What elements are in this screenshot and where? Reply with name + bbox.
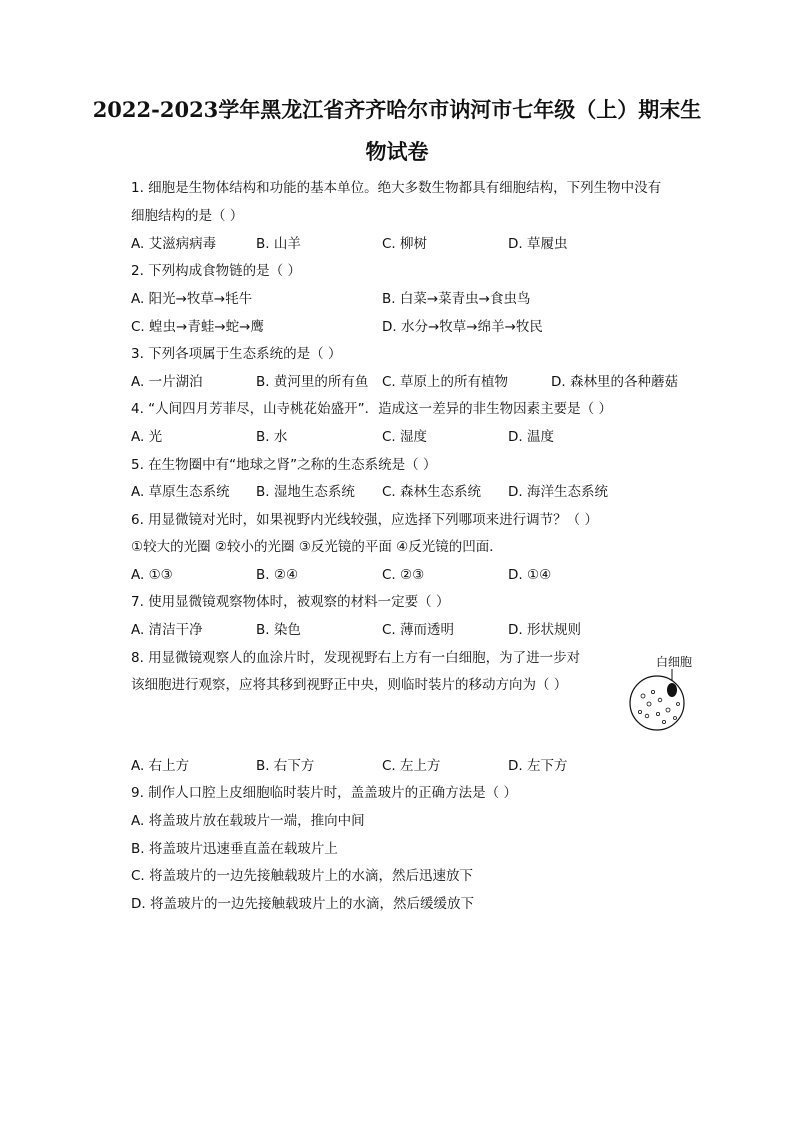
question-7-option-a: A. 清洁干净 <box>131 622 203 638</box>
question-7-option-d: D. 形状规则 <box>508 622 581 638</box>
question-6-items: ①较大的光圈 ②较小的光圈 ③反光镜的平面 ④反光镜的凹面． <box>131 539 503 555</box>
question-8-option-d: D. 左下方 <box>508 758 568 774</box>
question-5-stem: 5. 在生物圈中有“地球之肾”之称的生态系统是（ ） <box>131 457 437 473</box>
question-3-option-a: A. 一片湖泊 <box>131 374 203 390</box>
microscope-field-figure <box>620 652 710 732</box>
question-1-stem: 1. 细胞是生物体结构和功能的基本单位。绝大多数生物都具有细胞结构，下列生物中没有 <box>131 180 662 196</box>
question-3-option-c: C. 草原上的所有植物 <box>382 374 509 390</box>
question-1-option-b: B. 山羊 <box>256 236 301 252</box>
question-6-stem: 6. 用显微镜对光时，如果视野内光线较强，应选择下列哪项来进行调节？（ ） <box>131 512 598 528</box>
question-9-option-c: C. 将盖玻片的一边先接触载玻片上的水滴，然后迅速放下 <box>131 868 474 884</box>
question-1-option-a: A. 艾滋病病毒 <box>131 236 217 252</box>
question-8-option-c: C. 左上方 <box>382 758 441 774</box>
question-2-option-a: A. 阳光→牧草→牦牛 <box>131 291 253 307</box>
question-1-option-c: C. 柳树 <box>382 236 428 252</box>
question-5-option-a: A. 草原生态系统 <box>131 484 230 500</box>
question-4-option-b: B. 水 <box>256 429 288 445</box>
question-4-option-c: C. 湿度 <box>382 429 428 445</box>
question-7-option-c: C. 薄而透明 <box>382 622 455 638</box>
question-9-stem: 9. 制作人口腔上皮细胞临时装片时，盖盖玻片的正确方法是（ ） <box>131 785 517 801</box>
question-7-stem: 7. 使用显微镜观察物体时，被观察的材料一定要（ ） <box>131 594 450 610</box>
question-3-option-d: D. 森林里的各种蘑菇 <box>551 374 678 390</box>
question-4-stem: 4. “人间四月芳菲尽，山寺桃花始盛开”．造成这一差异的非生物因素主要是（ ） <box>131 401 612 417</box>
question-5-option-d: D. 海洋生态系统 <box>508 484 608 500</box>
question-1-option-d: D. 草履虫 <box>508 236 568 252</box>
question-6-option-d: D. ①④ <box>508 567 552 583</box>
question-6-option-b: B. ②④ <box>256 567 299 583</box>
question-8-option-b: B. 右下方 <box>256 758 315 774</box>
question-8-stem-continued: 该细胞进行观察，应将其移到视野正中央，则临时装片的移动方向为（ ） <box>131 677 568 693</box>
question-2-option-b: B. 白菜→菜青虫→食虫鸟 <box>382 291 531 307</box>
question-6-option-c: C. ②③ <box>382 567 425 583</box>
page-title-continued: 物试卷 <box>365 139 429 164</box>
question-6-option-a: A. ①③ <box>131 567 173 583</box>
question-3-option-b: B. 黄河里的所有鱼 <box>256 374 369 390</box>
question-9-option-d: D. 将盖玻片的一边先接触载玻片上的水滴，然后缓缓放下 <box>131 896 474 912</box>
question-8-option-a: A. 右上方 <box>131 758 190 774</box>
white-blood-cell <box>667 683 677 697</box>
question-7-option-b: B. 染色 <box>256 622 301 638</box>
question-2-option-c: C. 蝗虫→青蛙→蛇→鹰 <box>131 319 264 335</box>
question-2-option-d: D. 水分→牧草→绵羊→牧民 <box>382 319 543 335</box>
question-2-stem: 2. 下列构成食物链的是（ ） <box>131 263 301 279</box>
question-9-option-b: B. 将盖玻片迅速垂直盖在载玻片上 <box>131 841 338 857</box>
question-5-option-b: B. 湿地生态系统 <box>256 484 355 500</box>
white-blood-cell-label: 白细胞 <box>656 655 693 669</box>
question-9-option-a: A. 将盖玻片放在载玻片一端，推向中间 <box>131 813 365 829</box>
question-5-option-c: C. 森林生态系统 <box>382 484 482 500</box>
page-title: 2022-2023学年黑龙江省齐齐哈尔市讷河市七年级（上）期末生 <box>92 97 702 122</box>
question-4-option-a: A. 光 <box>131 429 163 445</box>
microscope-field-diagram <box>620 652 710 732</box>
question-8-stem: 8. 用显微镜观察人的血涂片时，发现视野右上方有一白细胞，为了进一步对 <box>131 650 581 666</box>
question-1-stem-continued: 细胞结构的是（ ） <box>131 208 244 224</box>
field-of-view-circle <box>630 676 684 730</box>
question-4-option-d: D. 温度 <box>508 429 554 445</box>
question-3-stem: 3. 下列各项属于生态系统的是（ ） <box>131 346 342 362</box>
